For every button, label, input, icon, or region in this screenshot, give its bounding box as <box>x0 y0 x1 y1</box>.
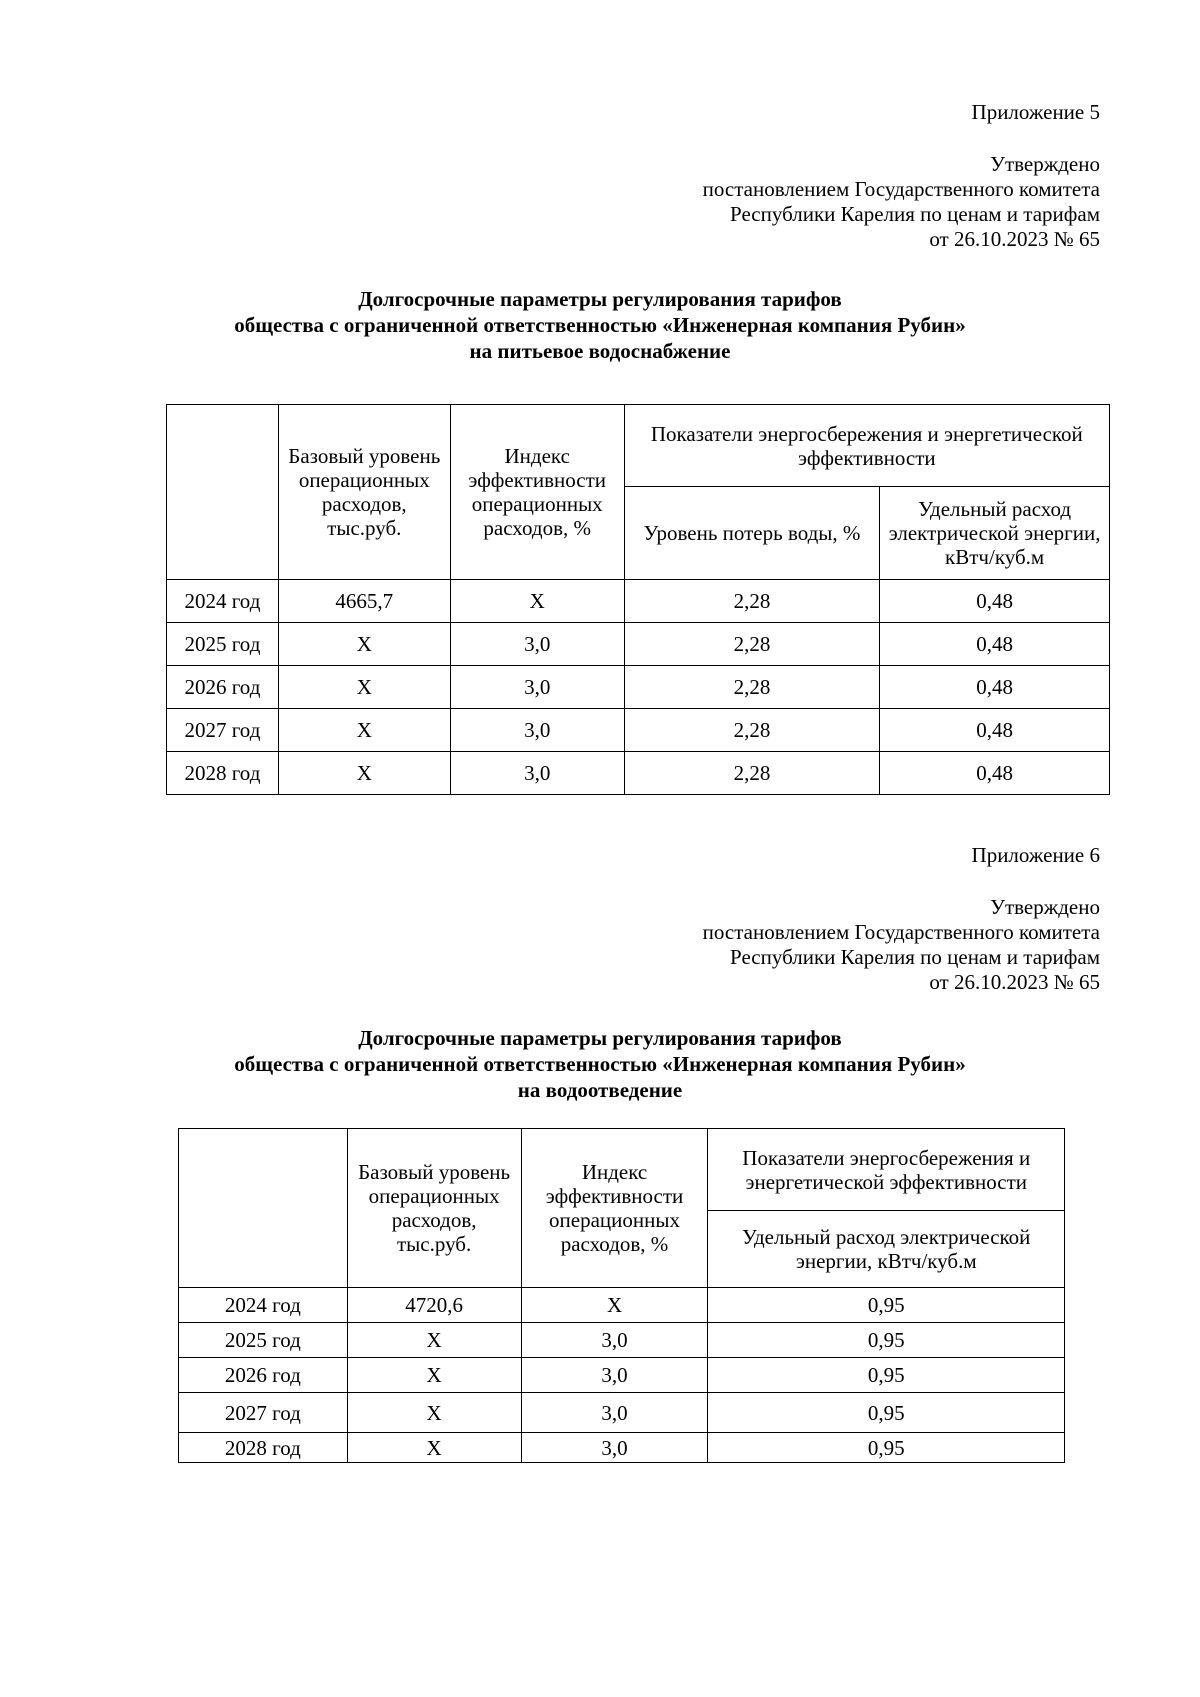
appendix-6-label: Приложение 6 <box>971 843 1100 867</box>
base-cell: Х <box>347 1393 521 1433</box>
energy-cell: 0,95 <box>708 1288 1065 1323</box>
base-cell: Х <box>278 623 450 666</box>
table-row <box>179 1288 1065 1323</box>
table-row <box>179 1433 1065 1463</box>
index-cell: 3,0 <box>521 1358 708 1393</box>
base-cell: Х <box>347 1433 521 1463</box>
document-title-2 <box>0 1025 1200 1103</box>
energy-cell: 0,48 <box>880 666 1110 709</box>
approval-block-1 <box>703 152 1100 252</box>
base-cell: 4720,6 <box>347 1288 521 1323</box>
appendix-5-label: Приложение 5 <box>971 100 1100 124</box>
table-row <box>179 1393 1065 1433</box>
header-base-level: Базовый уровень операционных расходов, тыс.руб. <box>347 1129 521 1288</box>
approval-block-2 <box>703 895 1100 995</box>
year-cell: 2027 год <box>167 709 279 752</box>
title-line: на водоотведение <box>517 1078 683 1102</box>
approval-line: Утверждено <box>990 895 1100 919</box>
table-row <box>179 1358 1065 1393</box>
tariff-table-wastewater <box>178 1128 1065 1463</box>
index-cell: Х <box>521 1288 708 1323</box>
year-cell: 2028 год <box>179 1433 348 1463</box>
title-line: общества с ограниченной ответственностью «Инженерная компания Рубин» <box>234 1052 966 1076</box>
approval-line: Утверждено <box>990 152 1100 176</box>
table-row <box>167 623 1110 666</box>
approval-line: Республики Карелия по ценам и тарифам <box>730 202 1100 226</box>
table-row <box>167 752 1110 795</box>
tariff-table-water-supply <box>166 404 1110 795</box>
loss-cell: 2,28 <box>624 580 880 623</box>
approval-line: от 26.10.2023 № 65 <box>929 970 1100 994</box>
header-efficiency-index: Индекс эффективности операционных расходов, % <box>450 405 624 580</box>
title-line: Долгосрочные параметры регулирования тарифов <box>358 1026 842 1050</box>
loss-cell: 2,28 <box>624 666 880 709</box>
base-cell: Х <box>347 1323 521 1358</box>
base-cell: Х <box>278 752 450 795</box>
header-efficiency-index: Индекс эффективности операционных расходов, % <box>521 1129 708 1288</box>
approval-line: постановлением Государственного комитета <box>702 177 1100 201</box>
year-cell: 2025 год <box>179 1323 348 1358</box>
index-cell: 3,0 <box>521 1323 708 1358</box>
energy-cell: 0,95 <box>708 1393 1065 1433</box>
index-cell: 3,0 <box>521 1393 708 1433</box>
header-empty <box>179 1129 348 1288</box>
header-energy-group: Показатели энергосбережения и энергетической эффективности <box>708 1129 1065 1211</box>
energy-cell: 0,48 <box>880 709 1110 752</box>
year-cell: 2025 год <box>167 623 279 666</box>
header-water-loss: Уровень потерь воды, % <box>624 487 880 580</box>
header-energy-group: Показатели энергосбережения и энергетической эффективности <box>624 405 1109 487</box>
index-cell: 3,0 <box>450 752 624 795</box>
index-cell: Х <box>450 580 624 623</box>
base-cell: Х <box>347 1358 521 1393</box>
title-line: Долгосрочные параметры регулирования тарифов <box>358 287 842 311</box>
index-cell: 3,0 <box>450 666 624 709</box>
header-energy-consumption: Удельный расход электрической энергии, кВтч/куб.м <box>708 1211 1065 1288</box>
year-cell: 2027 год <box>179 1393 348 1433</box>
table-row <box>167 666 1110 709</box>
index-cell: 3,0 <box>450 709 624 752</box>
base-cell: Х <box>278 666 450 709</box>
approval-line: Республики Карелия по ценам и тарифам <box>730 945 1100 969</box>
title-line: на питьевое водоснабжение <box>469 339 731 363</box>
year-cell: 2026 год <box>179 1358 348 1393</box>
index-cell: 3,0 <box>521 1433 708 1463</box>
loss-cell: 2,28 <box>624 752 880 795</box>
year-cell: 2024 год <box>167 580 279 623</box>
energy-cell: 0,48 <box>880 580 1110 623</box>
year-cell: 2024 год <box>179 1288 348 1323</box>
energy-cell: 0,48 <box>880 752 1110 795</box>
energy-cell: 0,95 <box>708 1433 1065 1463</box>
base-cell: 4665,7 <box>278 580 450 623</box>
year-cell: 2026 год <box>167 666 279 709</box>
table-row <box>167 709 1110 752</box>
index-cell: 3,0 <box>450 623 624 666</box>
header-base-level: Базовый уровень операционных расходов, тыс.руб. <box>278 405 450 580</box>
energy-cell: 0,95 <box>708 1358 1065 1393</box>
table-row <box>167 580 1110 623</box>
year-cell: 2028 год <box>167 752 279 795</box>
base-cell: Х <box>278 709 450 752</box>
header-energy-consumption: Удельный расход электрической энергии, кВтч/куб.м <box>880 487 1110 580</box>
approval-line: от 26.10.2023 № 65 <box>929 227 1100 251</box>
loss-cell: 2,28 <box>624 709 880 752</box>
loss-cell: 2,28 <box>624 623 880 666</box>
table-row <box>179 1323 1065 1358</box>
energy-cell: 0,48 <box>880 623 1110 666</box>
header-empty <box>167 405 279 580</box>
title-line: общества с ограниченной ответственностью «Инженерная компания Рубин» <box>234 313 966 337</box>
approval-line: постановлением Государственного комитета <box>702 920 1100 944</box>
energy-cell: 0,95 <box>708 1323 1065 1358</box>
document-title-1 <box>0 286 1200 364</box>
